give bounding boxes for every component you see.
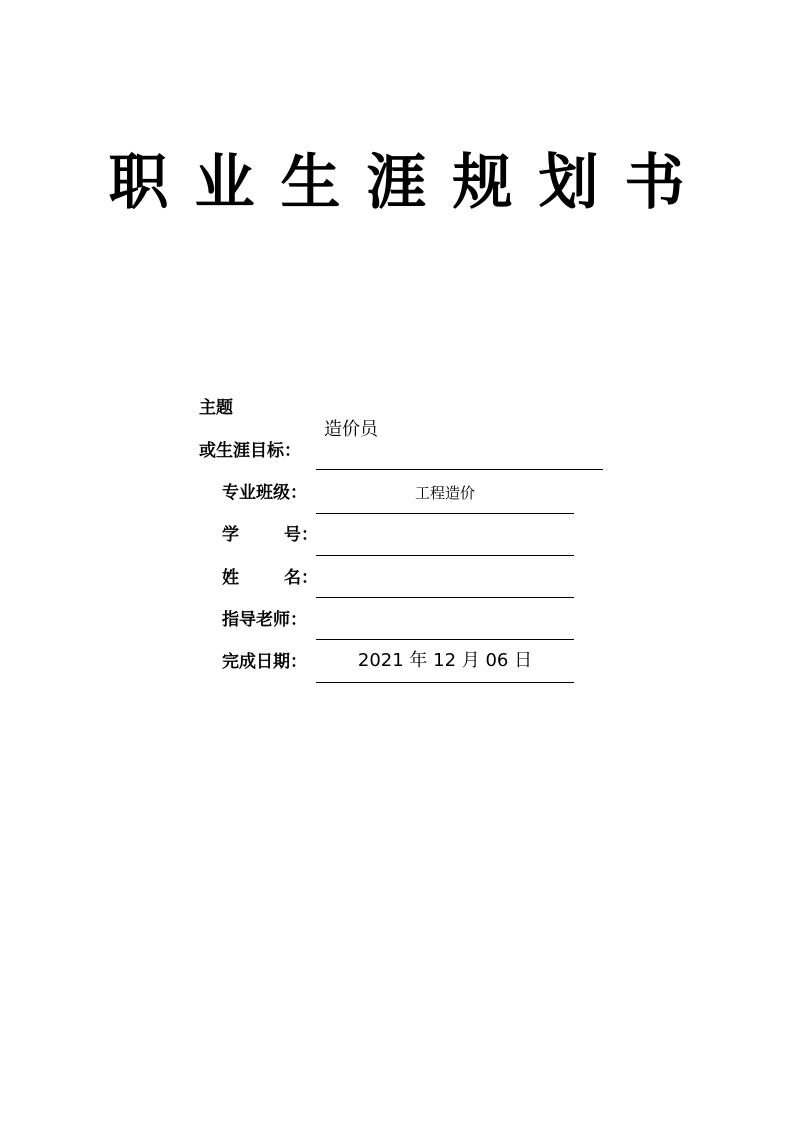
- student-id-label-second-char: 号：: [284, 525, 318, 545]
- date-underline: [316, 682, 574, 683]
- name-label-second-char: 名：: [284, 568, 318, 588]
- advisor-underline: [316, 639, 574, 640]
- student-id-label-first-char: 学: [222, 525, 239, 545]
- major-label: 专业班级：: [222, 483, 307, 503]
- topic-value: 造价员: [324, 419, 378, 440]
- date-label: 完成日期：: [222, 652, 307, 672]
- topic-label-line2: 或生涯目标：: [199, 441, 301, 461]
- advisor-label: 指导老师：: [222, 610, 307, 630]
- date-value: 2021 年 12 月 06 日: [357, 650, 533, 671]
- name-label-first-char: 姓: [222, 568, 239, 588]
- topic-label-line1: 主题: [199, 398, 233, 418]
- name-underline: [316, 597, 574, 598]
- topic-underline: [316, 469, 603, 470]
- major-underline: [316, 513, 574, 514]
- major-value: 工程造价: [414, 484, 475, 502]
- document-title: 职业生涯规划书: [108, 148, 711, 218]
- student-id-underline: [316, 555, 574, 556]
